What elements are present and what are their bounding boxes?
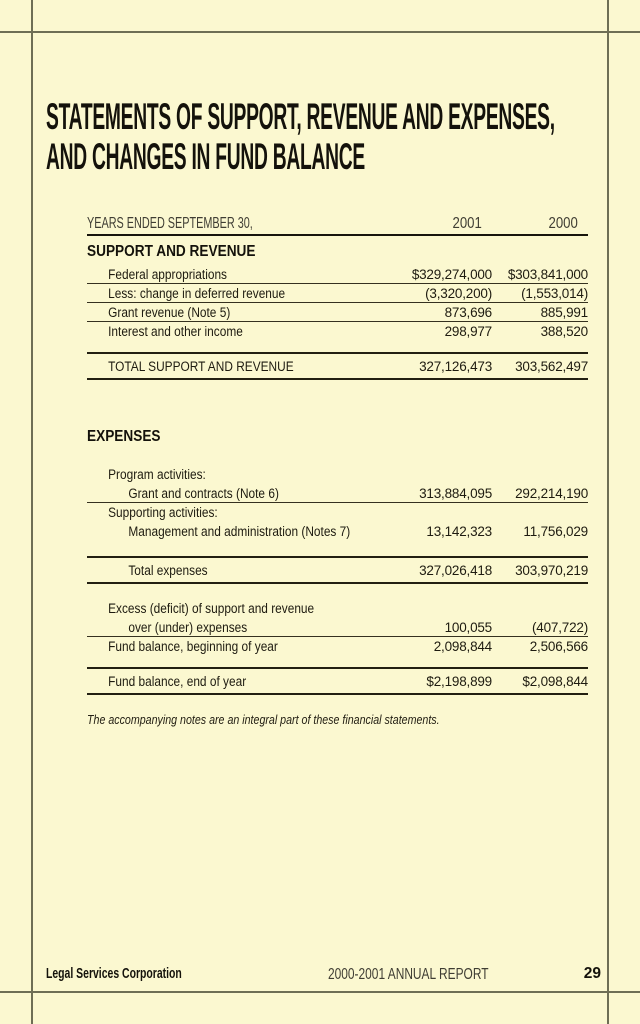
row-label: Supporting activities:: [108, 505, 218, 520]
crop-line-vertical-right: [607, 0, 609, 1024]
page-number: 29: [583, 965, 601, 982]
total-value-2001: 327,126,473: [419, 358, 492, 374]
row-value-2001: 2,098,844: [433, 639, 492, 654]
total-label: Fund balance, end of year: [108, 673, 247, 689]
footer-report-title: 2000-2001 ANNUAL REPORT: [328, 966, 489, 983]
total-support-revenue-row: [87, 352, 588, 380]
total-value-2001: 327,026,418: [419, 562, 492, 578]
footer-organization: Legal Services Corporation: [46, 966, 182, 982]
table-row: [87, 322, 588, 341]
total-value-2000: $2,098,844: [522, 673, 588, 689]
total-value-2001: $2,198,899: [426, 673, 492, 689]
row-value-2000: 885,991: [540, 304, 588, 320]
financial-statement-table: [87, 211, 588, 727]
row-value-2000: 292,214,190: [515, 485, 588, 501]
row-value-2000: 2,506,566: [529, 639, 588, 654]
row-label: Grant and contracts (Note 6): [128, 485, 279, 501]
header-rule: [87, 234, 588, 236]
row-value-2001: 298,977: [444, 324, 492, 339]
row-label: Federal appropriations: [108, 266, 228, 282]
row-value-2001: $329,274,000: [411, 266, 492, 282]
row-label: Fund balance, beginning of year: [108, 639, 278, 654]
row-value-2001: 313,884,095: [419, 485, 492, 501]
table-row: [87, 284, 588, 303]
expenses-rows: [87, 465, 588, 541]
crop-line-horizontal-top: [0, 31, 640, 33]
total-label: TOTAL SUPPORT AND REVENUE: [108, 358, 294, 374]
table-row: [87, 637, 588, 656]
table-row: [87, 599, 588, 618]
fund-balance-rows: [87, 599, 588, 656]
row-label: Interest and other income: [108, 324, 243, 339]
table-row: [87, 303, 588, 322]
crop-line-horizontal-bottom: [0, 991, 640, 993]
column-header-2000: 2000: [548, 215, 578, 232]
row-label: Management and administration (Notes 7): [128, 524, 351, 539]
fund-balance-end-row: [87, 667, 588, 695]
table-row: [87, 465, 588, 484]
row-value-2000: 388,520: [540, 324, 588, 339]
table-header-row: [87, 211, 588, 234]
row-value-2001: 13,142,323: [426, 524, 492, 539]
row-label: Excess (deficit) of support and revenue: [108, 601, 315, 616]
row-label: Grant revenue (Note 5): [108, 304, 231, 320]
row-value-2000: (1,553,014): [521, 285, 588, 301]
row-label: Program activities:: [108, 467, 206, 482]
crop-line-vertical-left: [31, 0, 33, 1024]
page-title-line2: AND CHANGES IN FUND BALANCE: [46, 136, 365, 177]
row-value-2001: 873,696: [444, 304, 492, 320]
row-label: Less: change in deferred revenue: [108, 285, 286, 301]
accompanying-notes-text: The accompanying notes are an integral part of these financial statements.: [87, 712, 440, 727]
section-heading-expenses: EXPENSES: [87, 428, 161, 445]
support-rows: [87, 265, 588, 341]
table-row: [87, 503, 588, 522]
table-header-label: YEARS ENDED SEPTEMBER 30,: [87, 215, 253, 232]
column-header-2001: 2001: [452, 215, 482, 232]
section-heading-support: SUPPORT AND REVENUE: [87, 243, 256, 260]
total-expenses-row: [87, 556, 588, 584]
row-value-2000: (407,722): [532, 619, 588, 635]
table-row: [87, 618, 588, 637]
row-value-2001: 100,055: [444, 619, 492, 635]
row-label: over (under) expenses: [128, 619, 248, 635]
table-row: [87, 522, 588, 541]
row-value-2001: (3,320,200): [425, 285, 492, 301]
table-row: [87, 484, 588, 503]
total-value-2000: 303,562,497: [515, 358, 588, 374]
row-value-2000: $303,841,000: [507, 266, 588, 282]
page-title: [46, 97, 555, 177]
page-title-line1: STATEMENTS OF SUPPORT, REVENUE AND EXPENSES,: [46, 96, 555, 137]
total-value-2000: 303,970,219: [515, 562, 588, 578]
total-label: Total expenses: [128, 562, 208, 578]
table-row: [87, 265, 588, 284]
row-value-2000: 11,756,029: [523, 524, 588, 539]
